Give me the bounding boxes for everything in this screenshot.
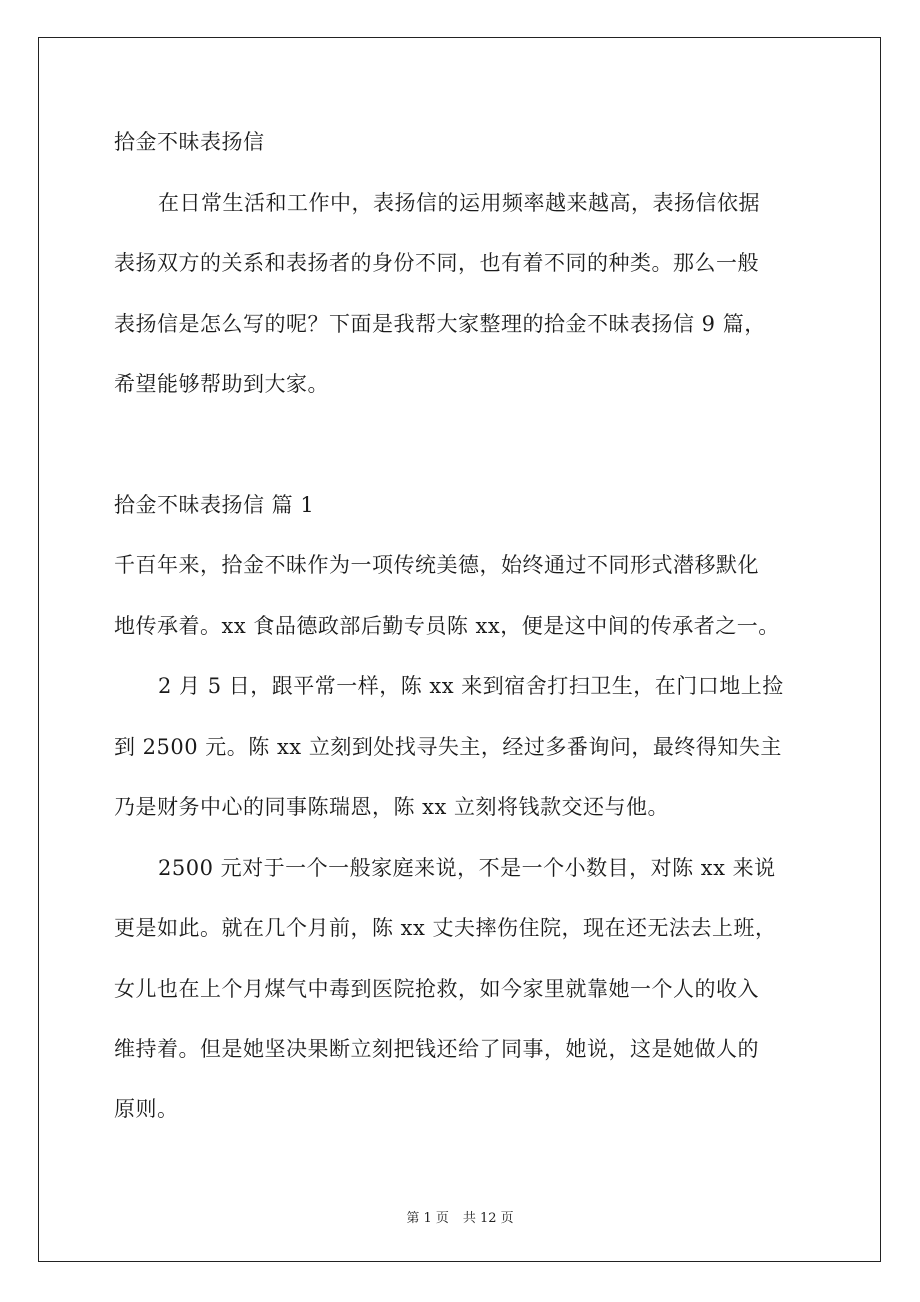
body-line-4: 到 2500 元。陈 xx 立刻到处找寻失主，经过多番询问，最终得知失主 xyxy=(114,735,782,759)
body-line-2: 地传承着。xx 食品德政部后勤专员陈 xx，便是这中间的传承者之一。 xyxy=(114,614,780,638)
body-line-7: 更是如此。就在几个月前，陈 xx 丈夫摔伤住院，现在还无法去上班， xyxy=(114,916,777,940)
body-line-5: 乃是财务中心的同事陈瑞恩，陈 xx 立刻将钱款交还与他。 xyxy=(114,795,670,819)
document-title: 拾金不昧表扬信 xyxy=(114,130,265,154)
body-line-1: 千百年来，拾金不昧作为一项传统美德，始终通过不同形式潜移默化 xyxy=(114,553,759,577)
intro-line-4: 希望能够帮助到大家。 xyxy=(114,372,329,396)
total-pages: 共 12 页 xyxy=(462,1211,514,1226)
body-line-6: 2500 元对于一个一般家庭来说，不是一个小数目，对陈 xx 来说 xyxy=(158,856,776,880)
body-line-9: 维持着。但是她坚决果断立刻把钱还给了同事，她说，这是她做人的 xyxy=(114,1037,759,1061)
section-heading: 拾金不昧表扬信 篇 1 xyxy=(114,493,315,517)
intro-line-3: 表扬信是怎么写的呢？下面是我帮大家整理的拾金不昧表扬信 9 篇， xyxy=(114,312,766,336)
page-border xyxy=(38,37,881,1262)
body-line-8: 女儿也在上个月煤气中毒到医院抢救，如今家里就靠她一个人的收入 xyxy=(114,977,759,1001)
body-line-3: 2 月 5 日，跟平常一样，陈 xx 来到宿舍打扫卫生，在门口地上捡 xyxy=(158,674,784,698)
intro-line-2: 表扬双方的关系和表扬者的身份不同，也有着不同的种类。那么一般 xyxy=(114,251,759,275)
page-number: 第 1 页 xyxy=(406,1211,449,1226)
page-footer xyxy=(0,1207,920,1226)
body-line-10: 原则。 xyxy=(114,1097,179,1121)
intro-line-1: 在日常生活和工作中，表扬信的运用频率越来越高，表扬信依据 xyxy=(158,191,760,215)
